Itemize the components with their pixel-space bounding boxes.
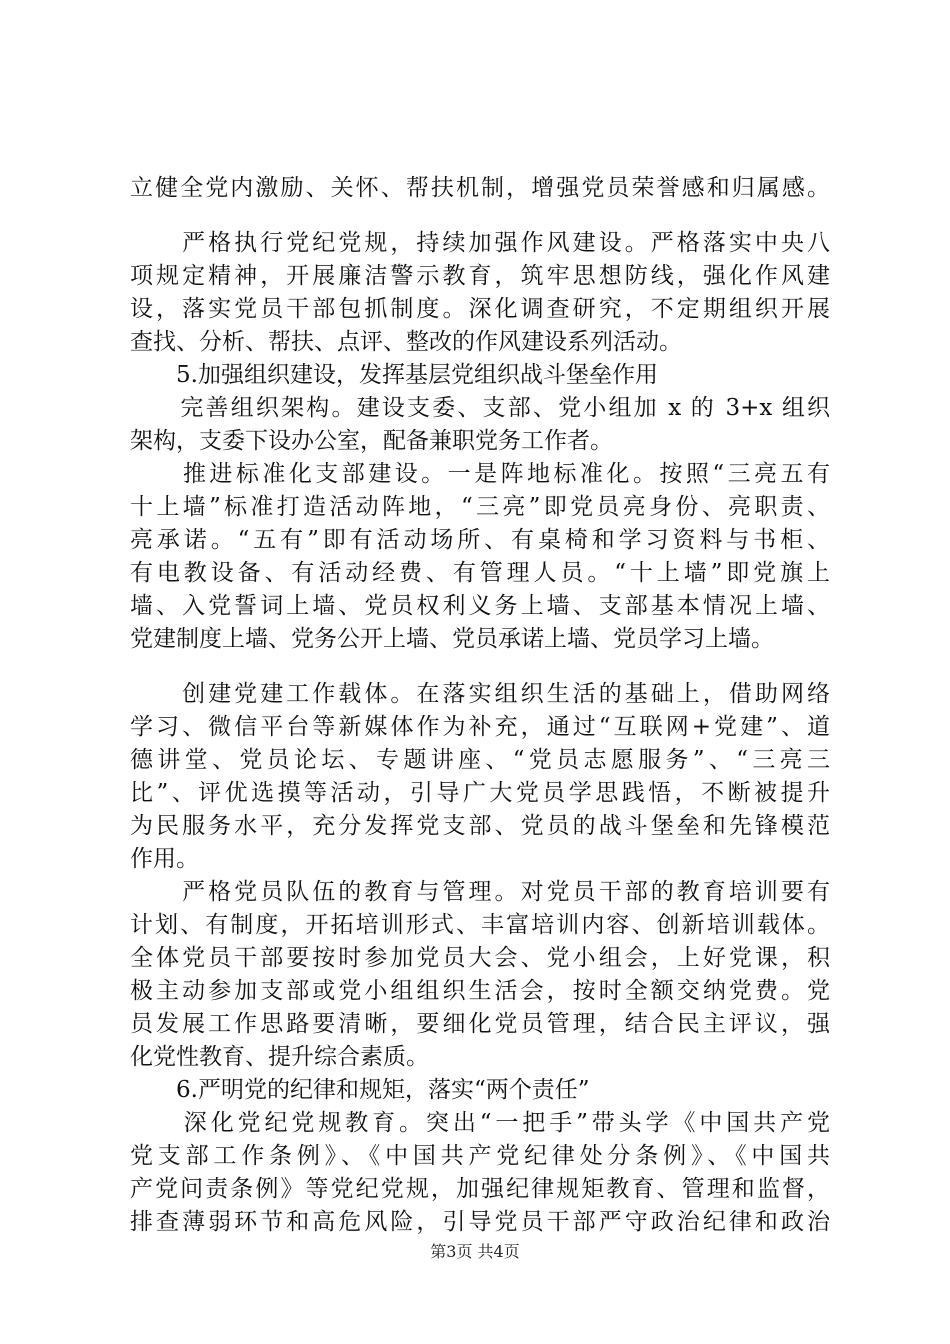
text-line: 深化党纪党规教育。突出“一把手”带头学《中国共产党 (130, 1110, 830, 1136)
page-number-footer: 第3页 共4页 (430, 1242, 520, 1261)
text-line: 项规定精神，开展廉洁警示教育，筑牢思想防线，强化作风建 (130, 263, 830, 289)
text-line: 严格执行党纪党规，持续加强作风建设。严格落实中央八 (130, 230, 830, 256)
text-line: 十上墙”标准打造活动阵地，“三亮”即党员亮身份、亮职责、 (130, 494, 830, 520)
text-line: 化党性教育、提升综合素质。 (130, 1044, 429, 1070)
text-line: 全体党员干部要按时参加党员大会、党小组会，上好党课，积 (130, 945, 830, 971)
text-line: 有电教设备、有活动经费、有管理人员。“十上墙”即党旗上 (130, 560, 830, 586)
text-line: 比”、评优选摸等活动，引导广大党员学思践悟，不断被提升 (130, 780, 830, 806)
text-line: 立健全党内激励、关怀、帮扶机制，增强党员荣誉感和归属感。 (130, 175, 830, 201)
text-line: 严格党员队伍的教育与管理。对党员干部的教育培训要有 (130, 879, 830, 905)
text-line: 计划、有制度，开拓培训形式、丰富培训内容、创新培训载体。 (130, 912, 830, 938)
text-line: 德讲堂、党员论坛、专题讲座、“党员志愿服务”、“三亮三 (130, 747, 830, 773)
text-line: 员发展工作思路要清晰，要细化党员管理，结合民主评议，强 (130, 1011, 830, 1037)
text-line: 学习、微信平台等新媒体作为补充，通过“互联网+党建”、道 (130, 714, 830, 740)
text-line: 产党问责条例》等党纪党规，加强纪律规矩教育、管理和监督， (130, 1176, 830, 1202)
text-line: 极主动参加支部或党小组组织生活会，按时全额交纳党费。党 (130, 978, 830, 1004)
text-line: 推进标准化支部建设。一是阵地标准化。按照“三亮五有 (130, 461, 830, 487)
text-line: 亮承诺。“五有”即有活动场所、有桌椅和学习资料与书柜、 (130, 527, 830, 553)
text-line: 架构，支委下设办公室，配备兼职党务工作者。 (130, 428, 613, 454)
text-line: 设，落实党员干部包抓制度。深化调查研究，不定期组织开展 (130, 296, 830, 322)
text-line: 党建制度上墙、党务公开上墙、党员承诺上墙、党员学习上墙。 (130, 626, 774, 652)
text-line: 作用。 (130, 846, 199, 872)
text-line: 创建党建工作载体。在落实组织生活的基础上，借助网络 (130, 681, 830, 707)
section-heading: 6.严明党的纪律和规矩，落实“两个责任” (130, 1077, 590, 1103)
text-line: 党支部工作条例》、《中国共产党纪律处分条例》、《中国共 (130, 1143, 830, 1169)
section-heading: 5.加强组织建设，发挥基层党组织战斗堡垒作用 (130, 362, 658, 388)
text-line: 排查薄弱环节和高危风险，引导党员干部严守政治纪律和政治 (130, 1209, 830, 1235)
text-line: 为民服务水平，充分发挥党支部、党员的战斗堡垒和先锋模范 (130, 813, 830, 839)
text-line: 查找、分析、帮扶、点评、整改的作风建设系列活动。 (130, 329, 682, 355)
text-line: 完善组织架构。建设支委、支部、党小组加 x 的 3+x 组织 (130, 395, 830, 421)
text-line: 墙、入党誓词上墙、党员权利义务上墙、支部基本情况上墙、 (130, 593, 830, 619)
